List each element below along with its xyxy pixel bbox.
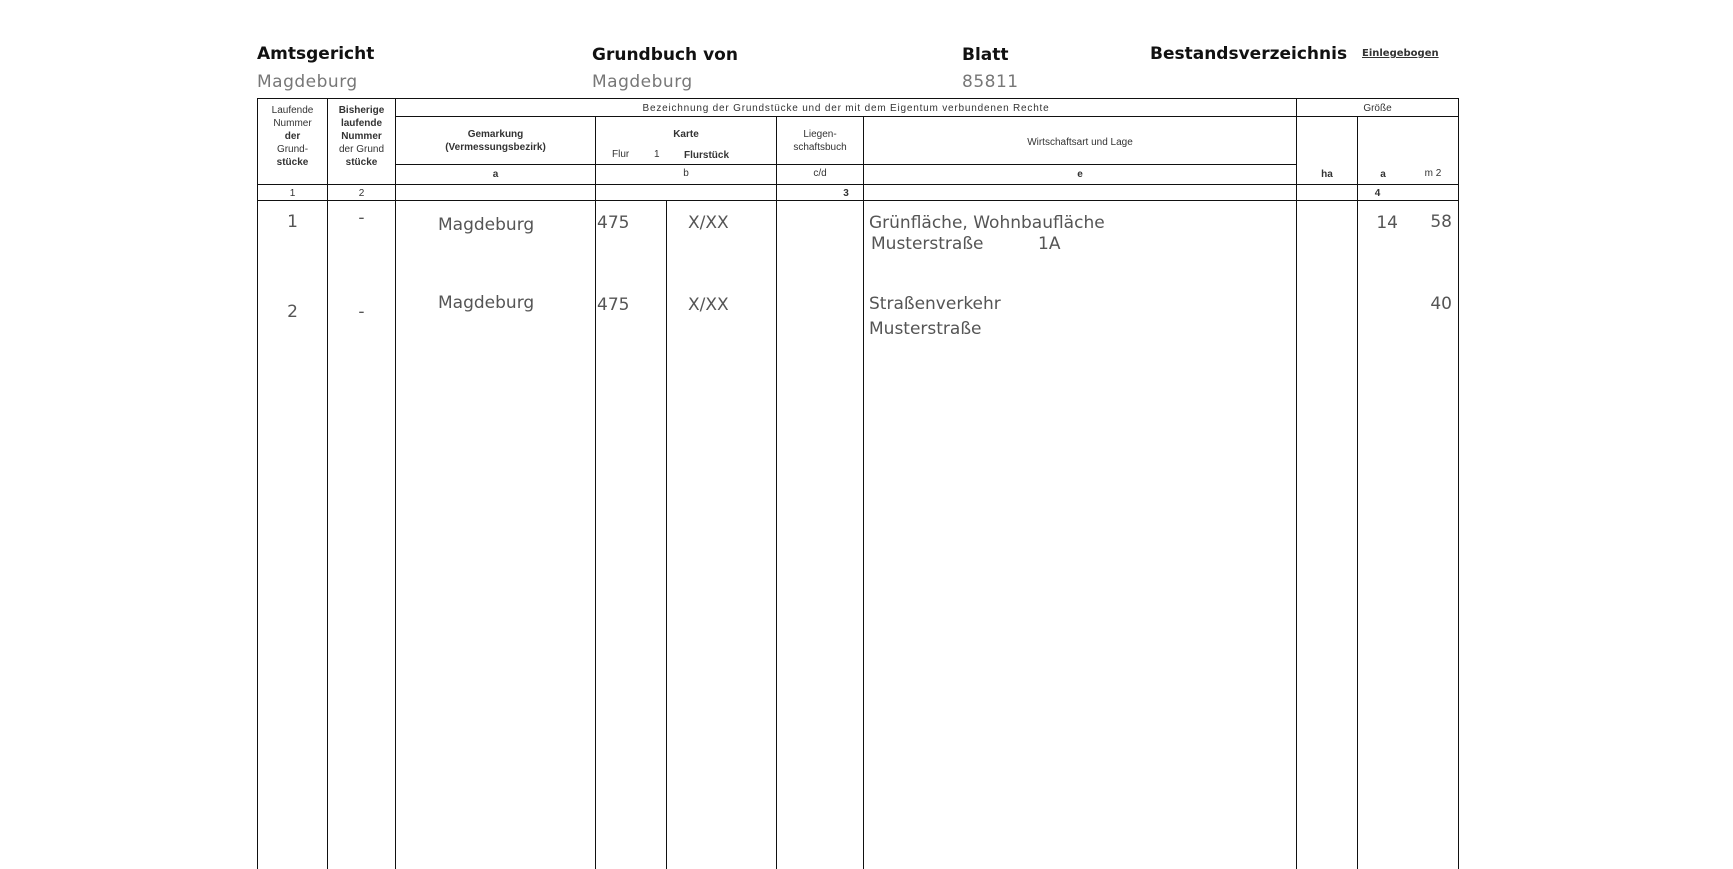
amtsgericht-value: Magdeburg [257, 72, 358, 92]
col2-header [328, 104, 395, 169]
karte-number: 1 [654, 149, 660, 160]
flur-value: 475 [597, 213, 630, 233]
liegenschaftsbuch-header-line: Liegen- [803, 129, 837, 140]
flurstueck-header: Flurstück [684, 150, 730, 161]
amtsgericht-label: Amtsgericht [257, 44, 375, 64]
lfd-nr: 2 [287, 302, 298, 322]
sub-cd: c/d [813, 168, 827, 179]
col2-header-line: laufende [340, 118, 383, 129]
bisherige-nr: - [358, 302, 365, 322]
hausnr-value: 1A [1038, 234, 1061, 254]
col-divider-5 [863, 116, 864, 869]
grundbuch-value: Magdeburg [592, 72, 693, 92]
unit-m2: m 2 [1424, 168, 1442, 179]
gemarkung-value: Magdeburg [438, 293, 535, 313]
bisherige-nr: - [358, 208, 365, 228]
blatt-value: 85811 [962, 72, 1019, 92]
col-divider-2 [395, 98, 396, 869]
table-right-border [1458, 98, 1459, 869]
lage-value: Musterstraße [871, 234, 984, 254]
unit-a: a [1380, 169, 1386, 180]
col-number-2: 2 [358, 188, 365, 199]
wirtschaftsart-value: Straßenverkehr [869, 294, 1001, 314]
lage-value: Musterstraße [869, 319, 982, 339]
gemarkung-value: Magdeburg [438, 215, 535, 235]
col-number-1: 1 [289, 188, 296, 199]
grundbuch-label: Grundbuch von [592, 45, 738, 65]
col1-header-line: stücke [276, 157, 309, 168]
flur-value: 475 [597, 295, 630, 315]
size-m2-value: 58 [1430, 212, 1452, 232]
sub-e: e [1077, 169, 1083, 180]
col2-header-line: stücke [345, 157, 378, 168]
einlegebogen-label: Einlegebogen [1362, 48, 1439, 59]
wirtschaftsart-header: Wirtschaftsart und Lage [1027, 137, 1133, 148]
col1-header-line: Grund- [276, 144, 309, 155]
numbers-row-border [257, 200, 1459, 201]
col-divider-flur [666, 200, 667, 869]
gemarkung-header-line: (Vermessungsbezirk) [445, 142, 546, 153]
liegenschaftsbuch-header [777, 128, 863, 154]
gemarkung-header-line: Gemarkung [467, 129, 524, 140]
col1-header-line: der [284, 131, 301, 142]
section-title: Bestandsverzeichnis [1150, 44, 1348, 64]
size-m2-value: 40 [1430, 294, 1452, 314]
unit-ha: ha [1321, 169, 1333, 180]
bezeichnung-header: Bezeichnung der Grundstücke und der mit dem Eigentum verbundenen Rechte [642, 103, 1050, 114]
bezeichnung-divider [395, 116, 1459, 117]
col2-header-line: Nummer [341, 131, 382, 142]
table-top-border [257, 98, 1459, 99]
sub-b: b [683, 168, 689, 179]
wirtschaftsart-value: Grünfläche, Wohnbaufläche [869, 213, 1105, 233]
liegenschaftsbuch-header-line: schaftsbuch [793, 142, 847, 153]
col-divider-6 [1296, 98, 1297, 869]
sub-a: a [492, 169, 499, 180]
flurstueck-value: X/XX [688, 213, 729, 233]
gemarkung-header [396, 128, 595, 154]
col-divider-4 [776, 116, 777, 869]
col1-header-line: Laufende [271, 105, 314, 116]
subheader-divider [395, 164, 1296, 165]
col-number-4: 4 [1374, 188, 1381, 199]
flurstueck-value: X/XX [688, 295, 729, 315]
lfd-nr: 1 [287, 212, 298, 232]
header-bottom-border [257, 184, 1459, 185]
col1-header [258, 104, 327, 169]
groesse-header: Größe [1363, 103, 1392, 114]
karte-header: Karte [673, 129, 699, 140]
col-number-3: 3 [843, 188, 849, 199]
col2-header-line: Bisherige [338, 105, 385, 116]
flur-header: Flur [612, 149, 630, 160]
blatt-label: Blatt [962, 45, 1009, 65]
col2-header-line: der Grund [338, 144, 385, 155]
col1-header-line: Nummer [273, 118, 312, 129]
size-a-value: 14 [1376, 213, 1398, 233]
